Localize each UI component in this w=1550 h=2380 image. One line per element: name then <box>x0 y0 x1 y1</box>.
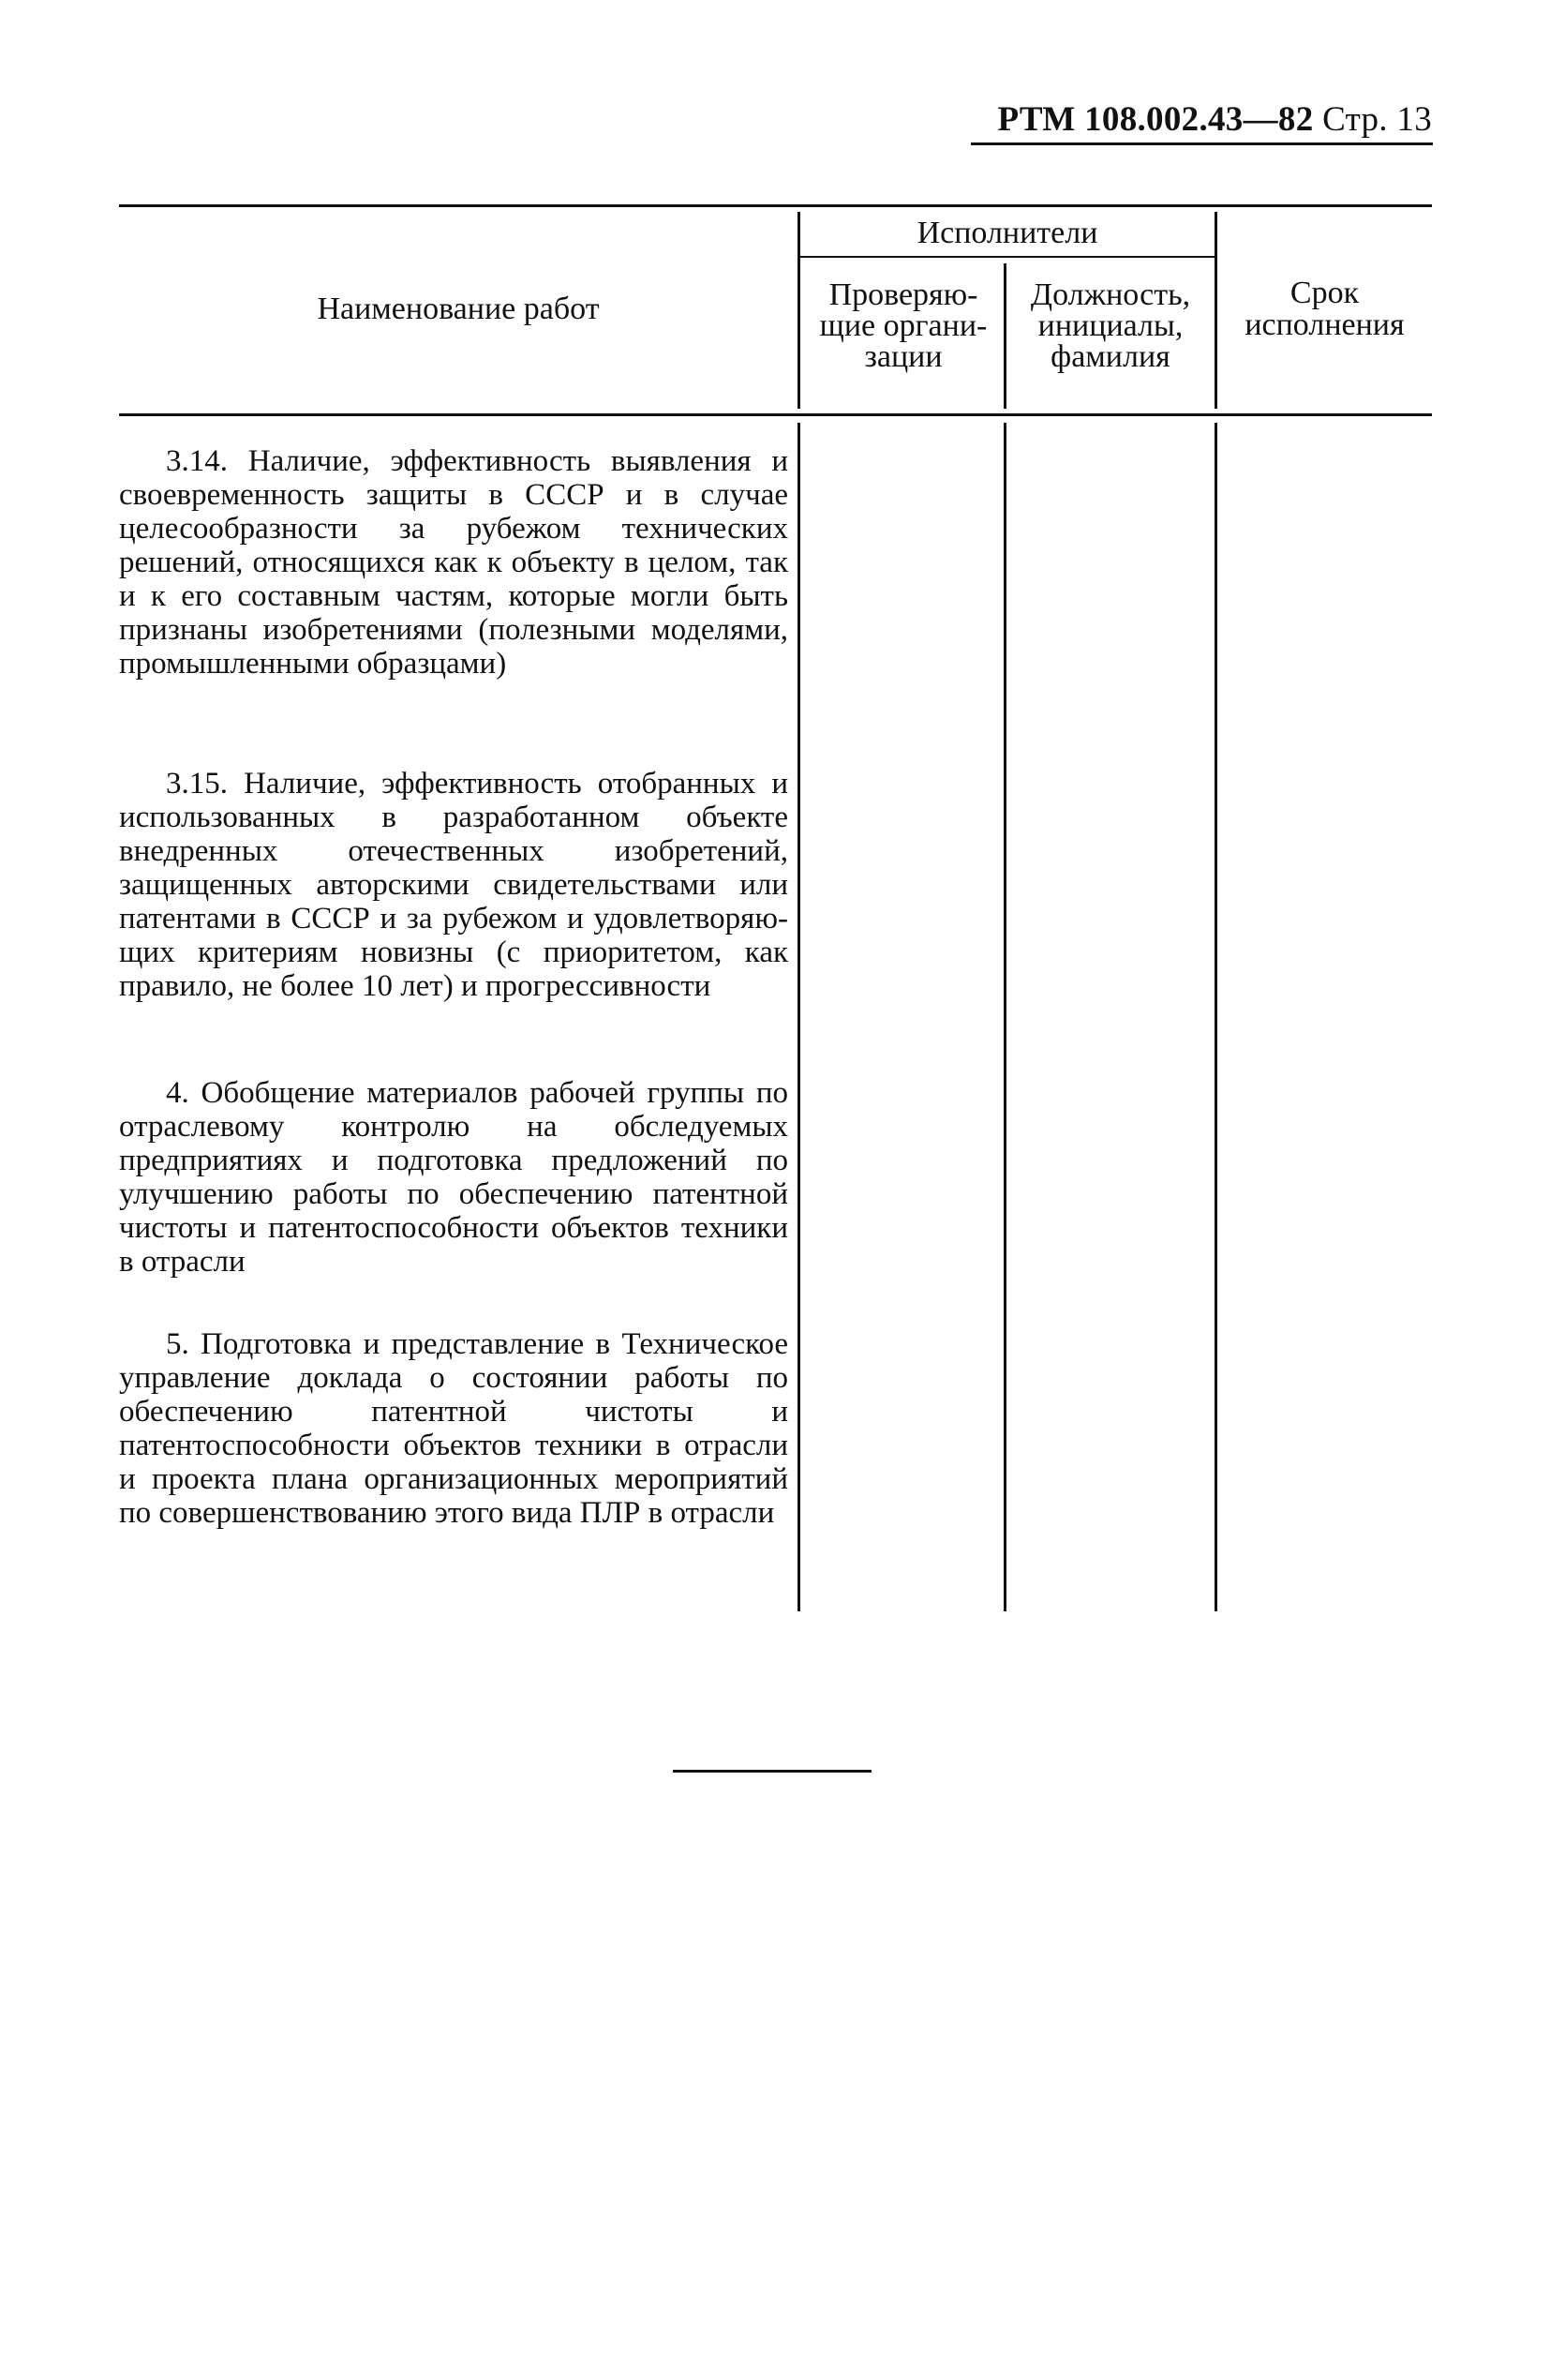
end-rule <box>673 1770 872 1773</box>
doc-code: РТМ 108.002.43—82 <box>997 100 1314 139</box>
col-header-name: Наименование работ <box>317 292 600 326</box>
header-rule <box>971 142 1433 145</box>
row-text: 3.14. Наличие, эффективность выявления и своевременность защиты в СССР и в случае целесообразности за рубежом технических решений, относящихся как к объекту в целом, так и к его составным частям, которые могли быть признаны изобретениями (полезными моделями, промышленными образцами) <box>119 444 788 681</box>
col-divider-2-body <box>1004 423 1006 1611</box>
executors-rule <box>797 256 1215 258</box>
row-text: 4. Обобщение материалов рабочей группы по отраслевому контролю на обследуемых предприятиях и подготовка предложений по улучшению работы по обеспечению патентной чистоты и патентоспособности объектов техники в отрасли <box>119 1076 788 1279</box>
row-text: 5. Подготовка и представление в Техническое управление доклада о состоянии работы по обеспечению патентной чистоты и патентоспособности объектов техники в отрасли и проекта плана организационных мероприятий по совершенствованию этого вида ПЛР в отрасли <box>119 1327 788 1530</box>
page-number: Стр. 13 <box>1322 100 1432 139</box>
page-header <box>975 101 1432 139</box>
table-row <box>119 444 797 681</box>
table-row <box>119 1327 797 1530</box>
table-top-rule <box>119 204 1432 207</box>
table-row <box>119 767 797 1003</box>
col-header-executors: Исполнители <box>917 216 1098 250</box>
row-text: 3.15. Наличие, эффективность отобранных и использованных в разработанном объекте внедренных отечественных изобретений, защищенных авторскими свидетельствами или патентами в СССР и за рубежом и удовлетворяющих критериям новизны (с приоритетом, как правило, не более 10 лет) и прогрессивности <box>119 767 788 1003</box>
col-header-checking-orgs: Проверяю-щие органи-зации <box>819 277 988 374</box>
header-bottom-rule <box>119 413 1432 416</box>
col-divider-3-body <box>1215 423 1217 1611</box>
table-row <box>119 1076 797 1279</box>
col-header-position: Должность, инициалы, фамилия <box>1030 277 1191 374</box>
col-divider-1-body <box>797 423 800 1611</box>
col-divider-2-head <box>1004 263 1006 409</box>
col-header-deadline: Срок исполнения <box>1244 276 1405 342</box>
